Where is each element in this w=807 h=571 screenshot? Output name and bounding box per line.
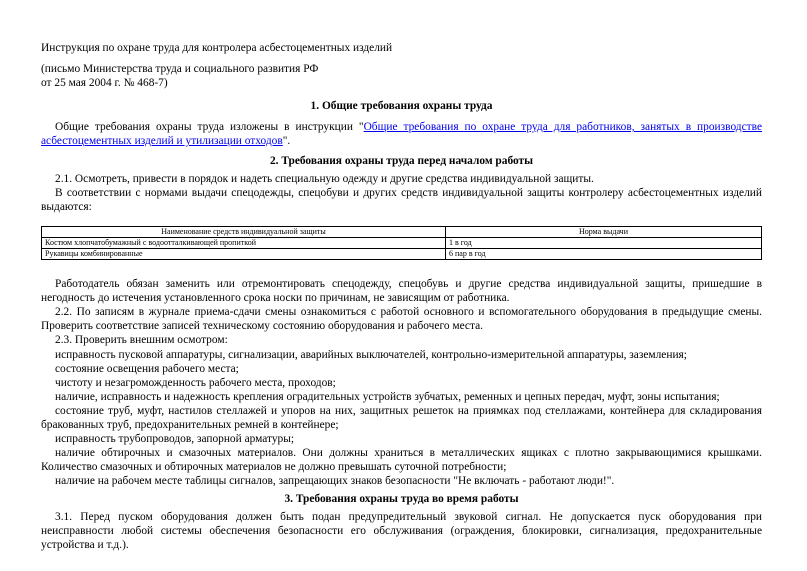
table-row — [42, 238, 762, 249]
list-item: наличие на рабочем месте таблицы сигналов, запрещающих знаков безопасности "Не включать - работают люди!". — [55, 475, 615, 487]
paragraph-3-1: 3.1. Перед пуском оборудования должен быть подан предупредительный звуковой сигнал. Не допускается пуск оборудования при неисправности любой системы обеспечения безопасности его обслуживания (ограждения, блокировки, сигнализация, предохранительные устройства и т.д.). — [41, 511, 762, 552]
section-2-heading: 2. Требования охраны труда перед началом работы — [269, 155, 534, 167]
paragraph-2-1: 2.1. Осмотреть, привести в порядок и надеть специальную одежду и другие средства индивидуальной защиты. — [55, 173, 594, 185]
list-item: состояние освещения рабочего места; — [55, 363, 239, 375]
source-reference — [41, 62, 762, 90]
general-requirements-link[interactable]: Общие требования по охране труда для работников, занятых в производстве асбестоцементных изделий и утилизации отходов — [41, 121, 763, 148]
list-item: наличие обтирочных и смазочных материалов. Они должны храниться в металлических ящиках с плотно закрывающимися крышками. Количество смазочных и обтирочных материалов не должно превышать суточной потребности; — [41, 447, 762, 474]
header-ppe-name: Наименование средств индивидуальной защиты — [42, 227, 446, 238]
source-line-1: (письмо Министерства труда и социального развития РФ — [41, 63, 319, 75]
source-line-2: от 25 мая 2004 г. № 468-7) — [41, 77, 168, 90]
list-item: исправность трубопроводов, запорной арматуры; — [55, 433, 295, 445]
paragraph-2-2: 2.2. По записям в журнале приема-сдачи смены ознакомиться с работой основного и вспомогательного оборудования в предыдущие смены. Проверить соответствие записей техническому состоянию оборудования и рабочего места. — [41, 306, 762, 333]
section-1-text-after: ". — [282, 135, 291, 148]
table-cell: 1 в год — [446, 238, 762, 249]
list-item: наличие, исправность и надежность крепления оградительных устройств зубчатых, ременных и цепных передач, муфт, зоны испытания; — [55, 391, 720, 403]
section-1-heading: 1. Общие требования охраны труда — [310, 100, 493, 112]
list-item: исправность пусковой аппаратуры, сигнализации, аварийных выключателей, контрольно-измерительной аппаратуры, заземления; — [55, 349, 687, 361]
section-1-paragraph — [41, 120, 762, 148]
table-cell: Рукавицы комбинированные — [42, 249, 446, 260]
ppe-norms-table — [41, 226, 762, 260]
table-cell: 6 пар в год — [446, 249, 762, 260]
paragraph-2-3: 2.3. Проверить внешним осмотром: — [55, 334, 228, 346]
paragraph-issue-norms: В соответствии с нормами выдачи спецодежды, спецобуви и других средств индивидуальной защиты контролеру асбестоцементных изделий выдаются: — [41, 187, 762, 214]
section-3-heading: 3. Требования охраны труда во время работы — [284, 493, 519, 505]
section-1-text-before: Общие требования охраны труда изложены в инструкции " — [55, 121, 364, 133]
table-row — [42, 249, 762, 260]
table-cell: Костюм хлопчатобумажный с водоотталкивающей пропиткой — [42, 238, 446, 249]
header-issue-norm: Норма выдачи — [446, 227, 762, 238]
list-item: чистоту и незагроможденность рабочего места, проходов; — [55, 377, 336, 389]
list-item: состояние труб, муфт, настилов стеллажей и упоров на них, защитных решеток на приямках под стеллажами, контейнера для складирования бракованных труб, предохранительных ремней в контейнере; — [41, 405, 762, 432]
document-title: Инструкция по охране труда для контролера асбестоцементных изделий — [41, 42, 393, 54]
paragraph-employer-obligation: Работодатель обязан заменить или отремонтировать спецодежду, спецобувь и другие средства индивидуальной защиты, пришедшие в негодность до истечения установленного срока носки по причинам, не зависящим от работника. — [41, 278, 762, 305]
table-header-row — [42, 227, 762, 238]
